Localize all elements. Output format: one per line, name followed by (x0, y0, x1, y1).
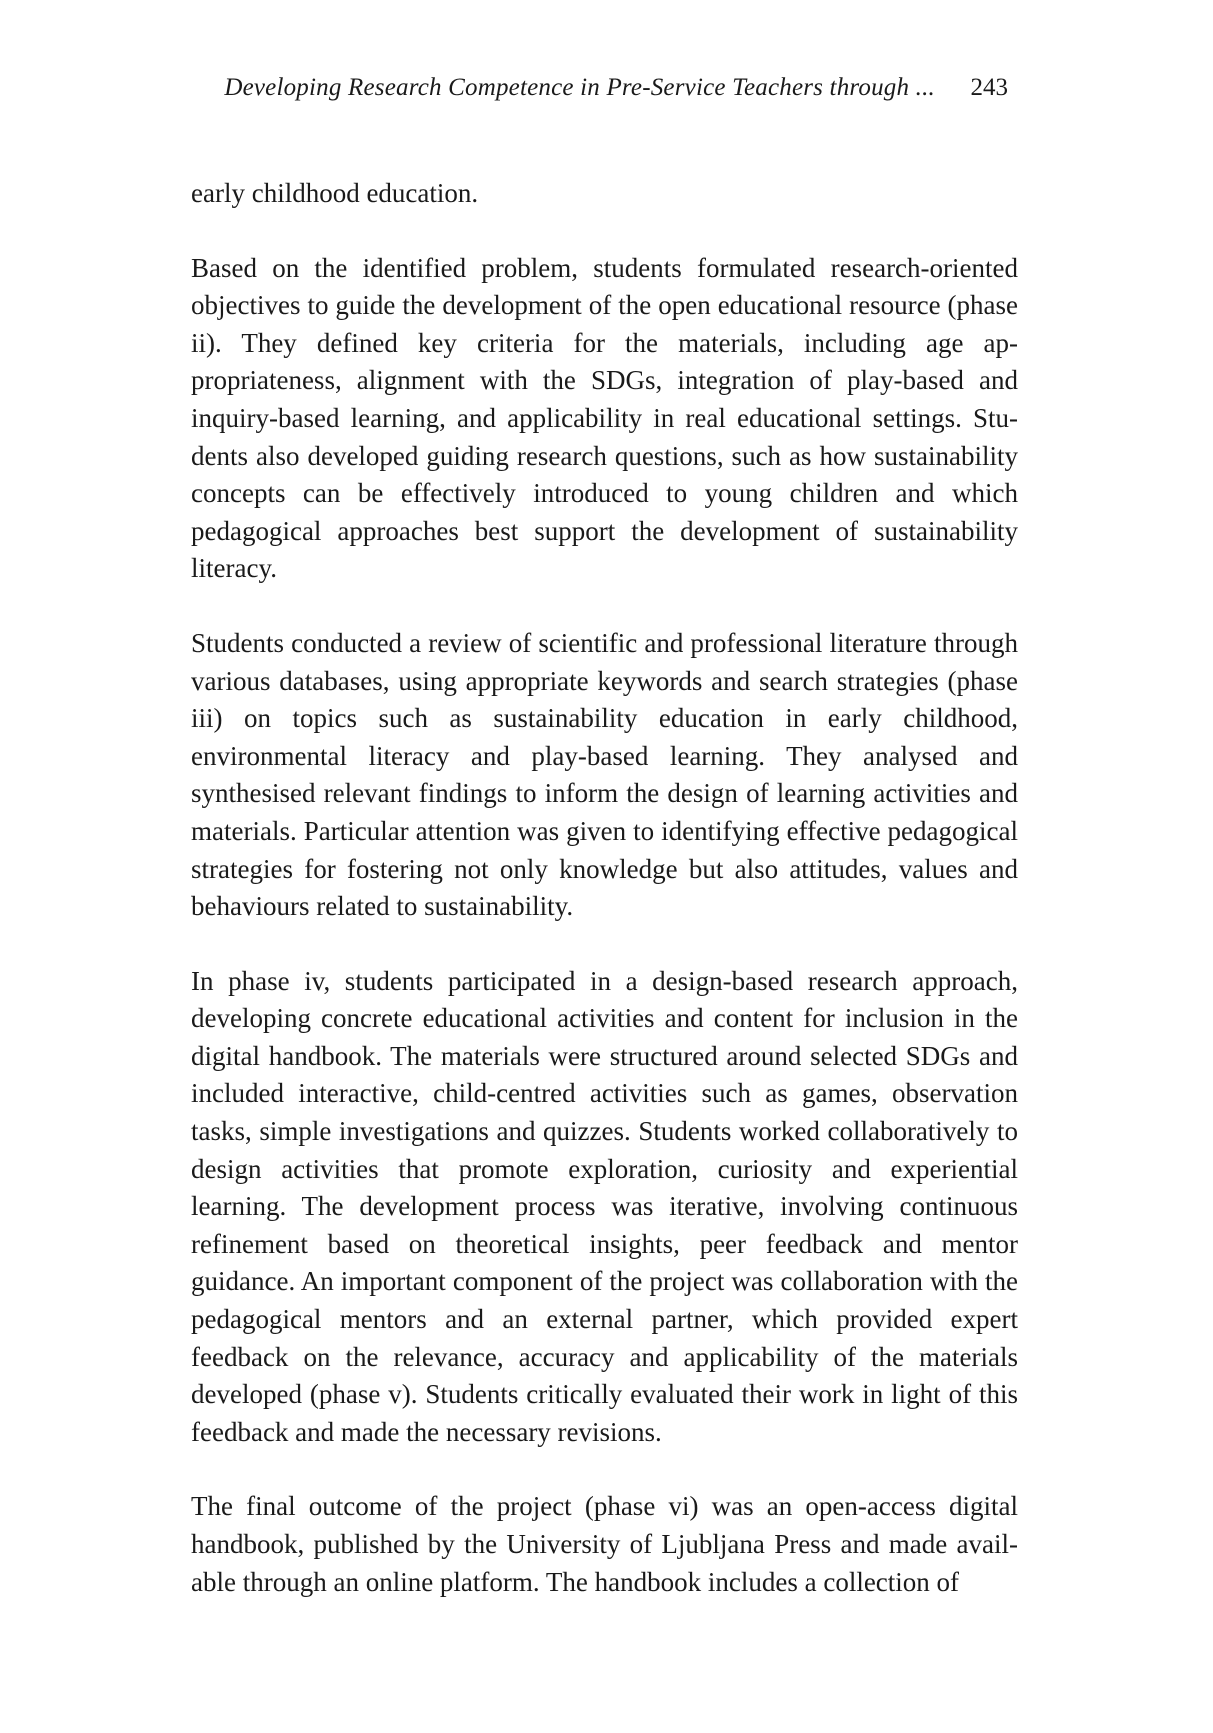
body-text (191, 175, 1018, 1601)
paragraph-objectives: Based on the identified problem, students formulated research-oriented objectives to guide the development of the open educational resource (phase ii). They defined key criteria for the materials, including age appropriateness, alignment with the SDGs, integration of play-based and inquiry-based learning, and applicability in real educational settings. Students also developed guiding research questions, such as how sustainability concepts can be effectively introduced to young children and which pedagogical approaches best support the development of sustainability literacy. (191, 252, 1018, 584)
running-header (224, 64, 1020, 104)
paragraph-design-research: In phase iv, students participated in a design-based research approach, developing concrete educational activities and content for inclusion in the digital handbook. The materials were structured around selected SDGs and included interactive, child-centred activities such as games, observation tasks, simple investigations and quizzes. Students worked collaboratively to design activities that promote exploration, curiosity and experiential learning. The development process was iterative, involving continuous refinement based on theoretical insights, peer feedback and mentor guidance. An important component of the project was collaboration with the pedagogical mentors and an external partner, which provided expert feedback on the relevance, accuracy and applicability of the materials developed (phase v). Students critically evaluated their work in light of this feedback and made the necessary revisions. (191, 965, 1018, 1447)
running-title: Developing Research Competence in Pre-Service Teachers through ... (224, 74, 935, 101)
paragraph-final-outcome: The final outcome of the project (phase vi) was an open-access digital handbook, published by the University of Ljubljana Press and made available through an online platform. The handbook includes a collection of (191, 1491, 1018, 1597)
paragraph-literature-review: Students conducted a review of scientific and professional literature through various databases, using appropriate keywords and search strategies (phase iii) on topics such as sustainability education in early childhood, environmental literacy and play-based learning. They analysed and synthesised relevant findings to inform the design of learning activities and materials. Particular attention was given to identifying effective pedagogical strategies for fostering not only knowledge but also attitudes, values and behaviours related to sustainability. (191, 627, 1018, 922)
page-number: 243 (970, 74, 1008, 101)
paragraph-continuation: early childhood education. (191, 178, 479, 208)
